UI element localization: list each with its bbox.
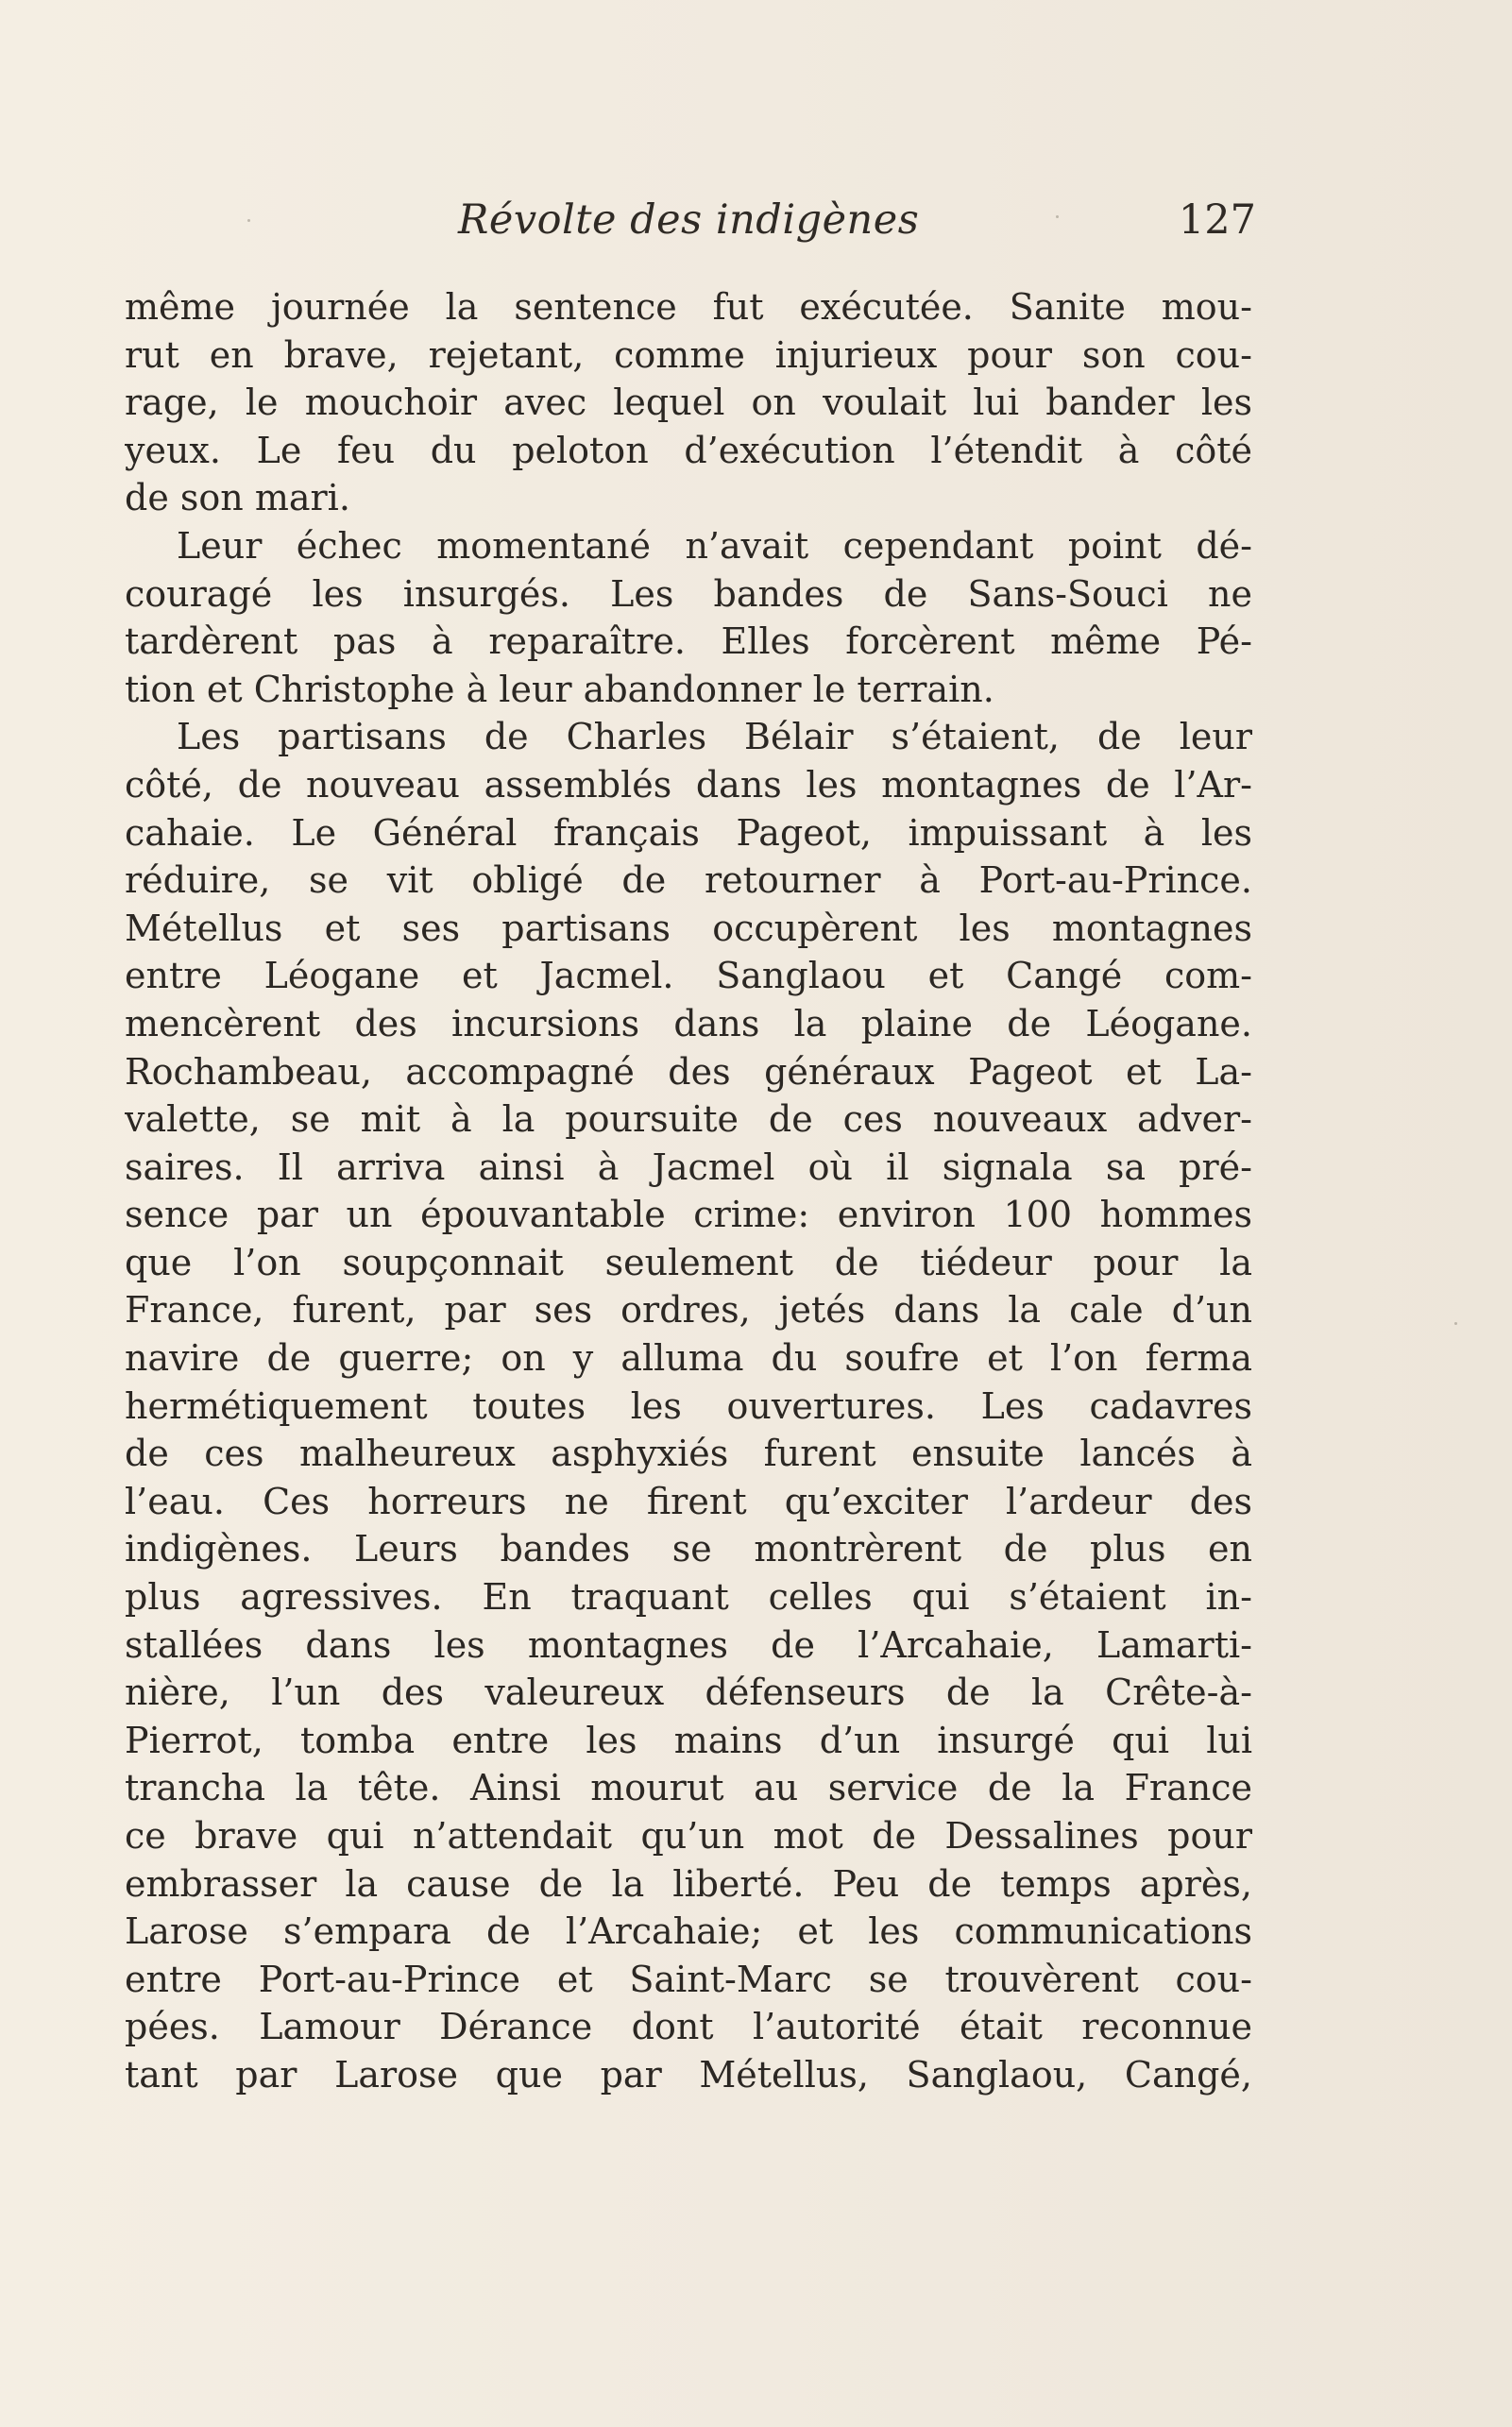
text-line: trancha la tête. Ainsi mourut au service de la France	[125, 1767, 1252, 1809]
text-line: hermétiquement toutes les ouvertures. Les cadavres	[125, 1384, 1252, 1427]
paper-speck	[247, 219, 250, 222]
text-line: même journée la sentence fut exécutée. Sanite mou-	[125, 286, 1252, 328]
text-line: côté, de nouveau assemblés dans les montagnes de l’Ar-	[125, 763, 1252, 806]
text-line: Les partisans de Charles Bélair s’étaient, de leur	[177, 716, 1252, 758]
text-line: Leur échec momentané n’avait cependant point dé-	[177, 524, 1252, 567]
text-line: France, furent, par ses ordres, jetés dans la cale d’un	[125, 1289, 1252, 1332]
text-line: entre Léogane et Jacmel. Sanglaou et Cangé com-	[125, 955, 1252, 997]
text-line: Métellus et ses partisans occupèrent les montagnes	[125, 907, 1252, 949]
text-line: sence par un épouvantable crime: environ 100 hommes	[125, 1194, 1252, 1236]
text-line: que l’on soupçonnait seulement de tiédeur pour la	[125, 1241, 1252, 1283]
paper-speck	[1454, 1322, 1457, 1325]
text-line: l’eau. Ces horreurs ne firent qu’exciter l’ardeur des	[125, 1480, 1252, 1522]
text-line: navire de guerre; on y alluma du soufre et l’on ferma	[125, 1337, 1252, 1380]
text-line: tant par Larose que par Métellus, Sanglaou, Cangé,	[125, 2053, 1252, 2096]
body-text	[125, 283, 1252, 2099]
text-line: rut en brave, rejetant, comme injurieux pour son cou-	[125, 333, 1252, 376]
text-line: entre Port-au-Prince et Saint-Marc se trouvèrent cou-	[125, 1958, 1252, 2000]
paper-speck	[1056, 215, 1059, 218]
text-line: couragé les insurgés. Les bandes de Sans-Souci ne	[125, 572, 1252, 615]
text-line: tion et Christophe à leur abandonner le terrain.	[125, 668, 994, 710]
text-line: plus agressives. En traquant celles qui s’étaient in-	[125, 1576, 1252, 1619]
text-line: rage, le mouchoir avec lequel on voulait lui bander les	[125, 382, 1252, 424]
text-line: Larose s’empara de l’Arcahaie; et les communications	[125, 1910, 1252, 1953]
text-line: indigènes. Leurs bandes se montrèrent de plus en	[125, 1528, 1252, 1570]
text-line: cahaie. Le Général français Pageot, impuissant à les	[125, 811, 1252, 854]
text-line: tardèrent pas à reparaître. Elles forcèrent même Pé-	[125, 620, 1252, 663]
text-line: nière, l’un des valeureux défenseurs de la Crête-à-	[125, 1672, 1252, 1714]
text-line: de ces malheureux asphyxiés furent ensuite lancés à	[125, 1433, 1252, 1475]
running-title: Révolte des indigènes	[458, 196, 920, 244]
running-header	[123, 196, 1256, 253]
text-line: yeux. Le feu du peloton d’exécution l’étendit à côté	[125, 429, 1252, 471]
text-line: valette, se mit à la poursuite de ces nouveaux adver-	[125, 1098, 1252, 1141]
text-line: mencèrent des incursions dans la plaine de Léogane.	[125, 1002, 1252, 1044]
text-line: stallées dans les montagnes de l’Arcahaie, Lamarti-	[125, 1623, 1252, 1666]
text-line: Rochambeau, accompagné des généraux Pageot et La-	[125, 1050, 1252, 1093]
text-line: embrasser la cause de la liberté. Peu de temps après,	[125, 1862, 1252, 1905]
page-number: 127	[1178, 196, 1256, 244]
text-line: réduire, se vit obligé de retourner à Port-au-Prince.	[125, 859, 1252, 902]
text-line: pées. Lamour Dérance dont l’autorité était reconnue	[125, 2006, 1252, 2048]
text-line: saires. Il arriva ainsi à Jacmel où il signala sa pré-	[125, 1146, 1252, 1188]
text-line: ce brave qui n’attendait qu’un mot de Dessalines pour	[125, 1815, 1252, 1857]
text-line: de son mari.	[125, 477, 350, 519]
text-line: Pierrot, tomba entre les mains d’un insurgé qui lui	[125, 1719, 1252, 1761]
